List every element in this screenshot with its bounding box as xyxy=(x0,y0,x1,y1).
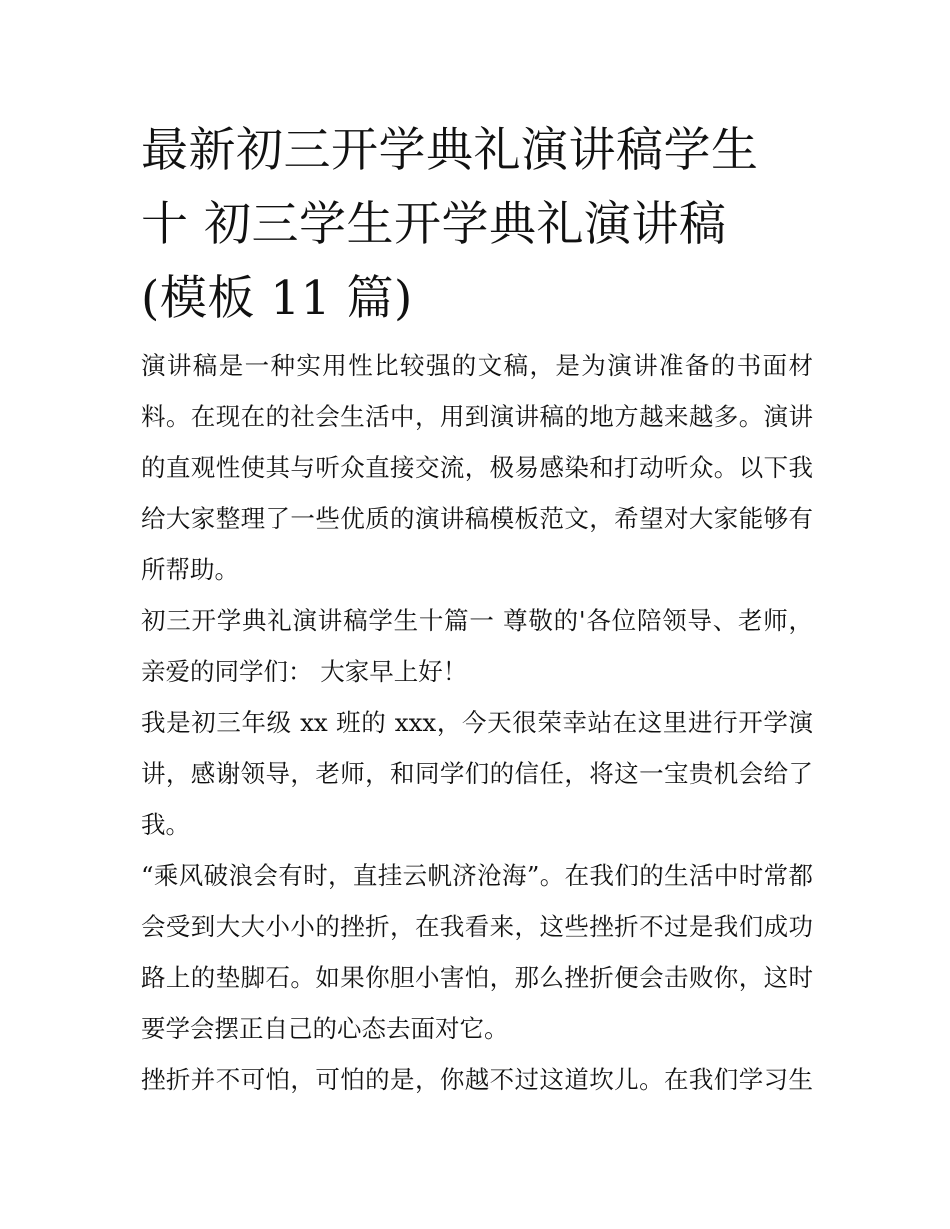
paragraph-greeting xyxy=(141,595,813,697)
paragraph-self-intro xyxy=(141,697,813,850)
text-line: “乘风破浪会有时，直挂云帆济沧海”。在我们的生活中时常都 xyxy=(141,861,813,890)
text-line: 要学会摆正自己的心态去面对它。 xyxy=(141,1014,509,1043)
document-content xyxy=(141,114,813,1105)
text-line: 亲爱的同学们： 大家早上好！ xyxy=(141,657,468,686)
paragraph-intro xyxy=(141,340,813,595)
text-line: 初三开学典礼演讲稿学生十篇一 尊敬的'各位陪领导、老师， xyxy=(141,606,813,635)
title-line: 最新初三开学典礼演讲稿学生 xyxy=(141,123,759,178)
paragraph-quote xyxy=(141,850,813,1054)
text-line: 所帮助。 xyxy=(141,555,239,584)
document-title xyxy=(141,114,813,336)
title-line: (模板 11 篇) xyxy=(141,271,413,326)
text-line: 我。 xyxy=(141,810,190,839)
text-line: 路上的垫脚石。如果你胆小害怕，那么挫折便会击败你，这时 xyxy=(141,963,813,992)
paragraph-setback xyxy=(141,1054,813,1105)
text-line: 讲，感谢领导，老师，和同学们的信任，将这一宝贵机会给了 xyxy=(141,759,813,788)
text-line: 料。在现在的社会生活中，用到演讲稿的地方越来越多。演讲 xyxy=(141,402,813,431)
text-line: 会受到大大小小的挫折，在我看来，这些挫折不过是我们成功 xyxy=(141,912,813,941)
text-line: 我是初三年级 xx 班的 xxx，今天很荣幸站在这里进行开学演 xyxy=(141,708,813,737)
document-body xyxy=(141,340,813,1105)
text-line: 的直观性使其与听众直接交流，极易感染和打动听众。以下我 xyxy=(141,453,813,482)
title-line: 十 初三学生开学典礼演讲稿 xyxy=(141,197,727,252)
text-line: 给大家整理了一些优质的演讲稿模板范文，希望对大家能够有 xyxy=(141,504,813,533)
text-line: 演讲稿是一种实用性比较强的文稿，是为演讲准备的书面材 xyxy=(141,351,813,380)
text-line: 挫折并不可怕，可怕的是，你越不过这道坎儿。在我们学习生 xyxy=(141,1065,813,1094)
